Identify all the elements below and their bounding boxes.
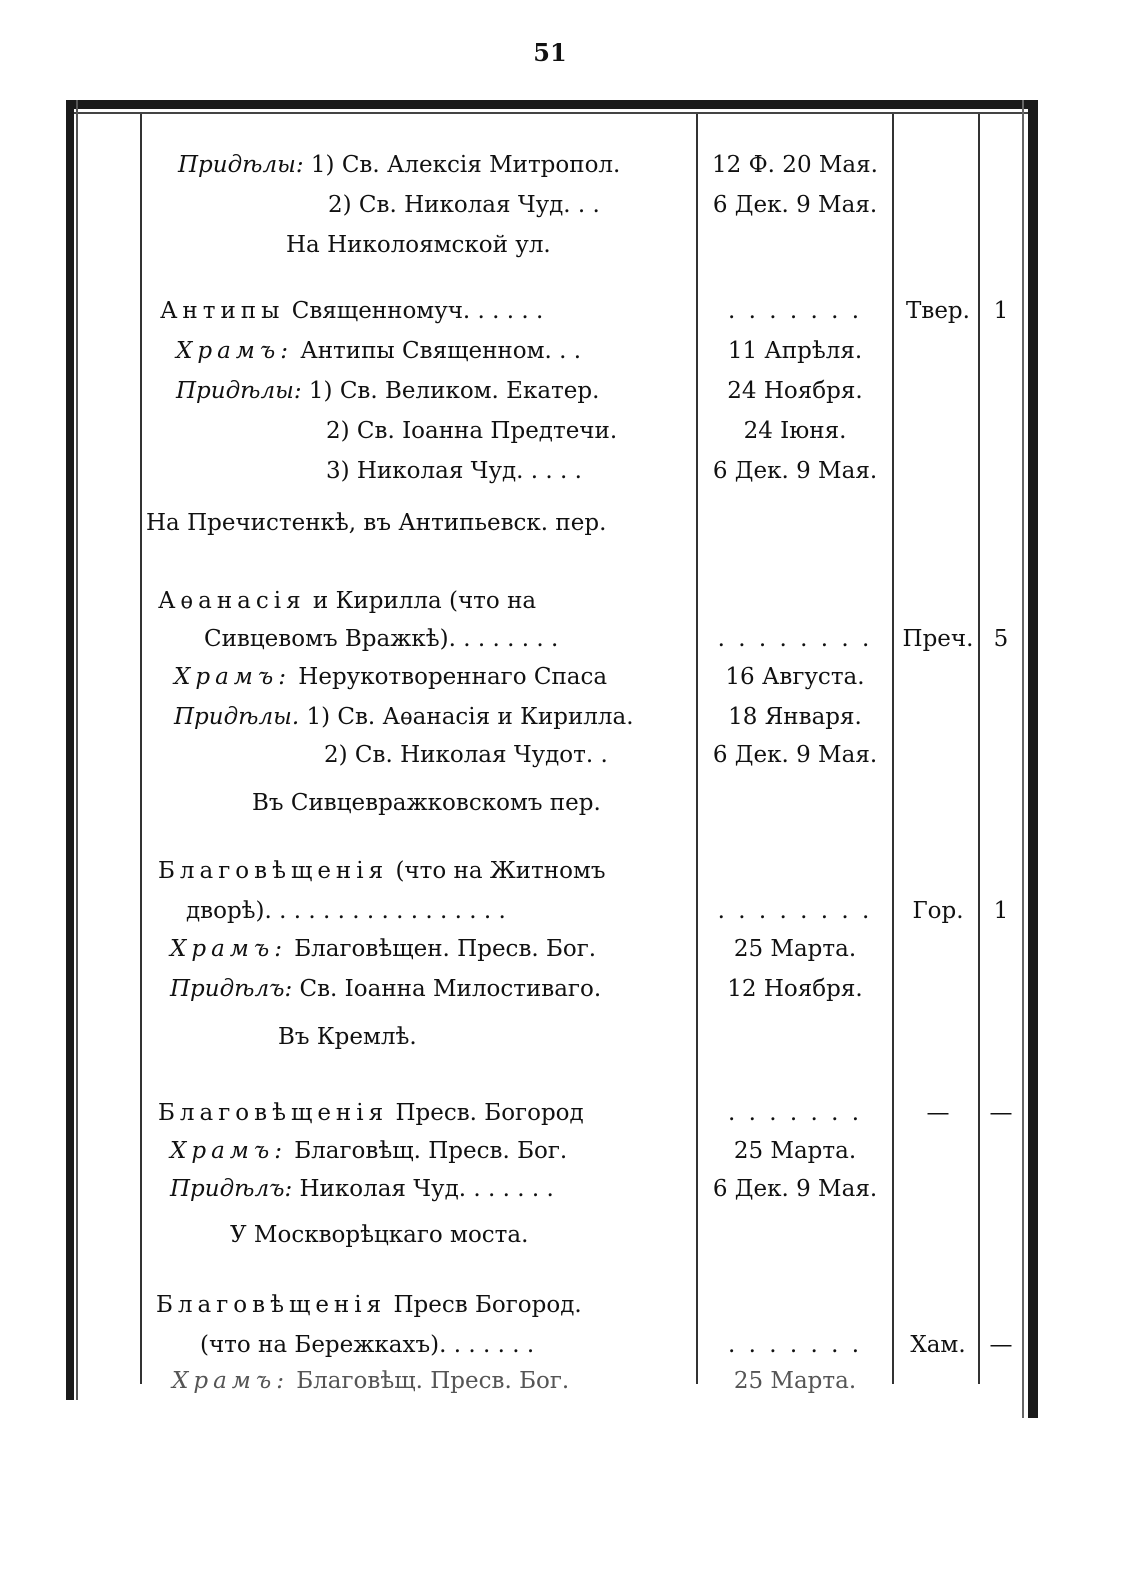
entry-body: и Кирилла (что на [305, 588, 537, 614]
entry-text [326, 452, 582, 490]
entry-text [156, 1286, 582, 1324]
entry-body: Благовѣщен. Пресв. Бог. [286, 936, 597, 962]
entry-body: 2) Св. Николая Чуд. . . [328, 192, 600, 218]
entry-text [170, 930, 596, 968]
feast-date: 12 Ноября. [727, 976, 863, 1002]
district: Преч. [902, 626, 974, 652]
feast-date: 6 Дек. 9 Мая. [712, 458, 878, 484]
entry-text [186, 892, 506, 930]
entry-label: Храмъ: [170, 1138, 287, 1164]
entry-text [160, 292, 543, 330]
entry-text [200, 1326, 534, 1364]
entry-text [158, 582, 536, 620]
entry-text [174, 698, 634, 736]
feast-date: 6 Дек. 9 Мая. [712, 192, 878, 218]
entry-body: Сивцевомъ Вражкѣ). . . . . . . . [204, 626, 559, 652]
church-name: Благовѣщенія [158, 1100, 389, 1126]
entry-text [170, 970, 601, 1008]
entry-body: 3) Николая Чуд. . . . . [326, 458, 582, 484]
entry-body: Пресв. Богород [388, 1100, 584, 1126]
right-rule [1028, 100, 1038, 1418]
entry-label: Придѣлы: [176, 378, 302, 404]
left-rule [66, 100, 74, 1400]
church-count: 5 [993, 626, 1009, 652]
district: Твер. [906, 298, 970, 324]
entry-body: Пресв Богород. [386, 1292, 582, 1318]
entry-body: (что на Бережкахъ). . . . . . . [200, 1332, 535, 1358]
feast-date: . . . . . . . . [717, 898, 873, 924]
feast-date: 24 Іюня. [743, 418, 847, 444]
church-count: 1 [993, 298, 1009, 324]
feast-date: 24 Ноября. [727, 378, 863, 404]
column-divider-left [140, 114, 142, 1384]
church-name: Аѳанасія [158, 588, 306, 614]
location-text: У Москворѣцкаго моста. [230, 1222, 529, 1248]
entry-body: Благовѣщ. Пресв. Бог. [288, 1368, 570, 1394]
church-name: Благовѣщенія [156, 1292, 387, 1318]
entry-body: дворѣ). . . . . . . . . . . . . . . . . [186, 898, 506, 924]
entry-text [170, 1170, 554, 1208]
entry-text [326, 412, 617, 450]
feast-date: 6 Дек. 9 Мая. [712, 1176, 878, 1202]
feast-date: 25 Марта. [733, 1138, 857, 1164]
entry-label: Придѣлъ: [170, 1176, 293, 1202]
entry-body: 1) Св. Алексія Митропол. [303, 152, 621, 178]
entry-body: Николая Чуд. . . . . . . [292, 1176, 554, 1202]
entry-text [176, 372, 599, 410]
entry-text [174, 658, 607, 696]
page-number: 51 [533, 38, 567, 67]
entry-label: Придѣлъ: [170, 976, 293, 1002]
feast-date: . . . . . . . [727, 1100, 863, 1126]
church-count: — [989, 1100, 1013, 1126]
district: Гор. [912, 898, 964, 924]
entry-label: Храмъ: [170, 936, 287, 962]
district: Хам. [910, 1332, 966, 1358]
left-rule-thin [76, 100, 78, 1400]
column-divider-number [978, 114, 980, 1384]
entry-body: 2) Св. Іоанна Предтечи. [326, 418, 618, 444]
church-count: — [989, 1332, 1013, 1358]
column-divider-district [892, 114, 894, 1384]
entry-text [170, 1132, 567, 1170]
feast-date: 11 Апрѣля. [727, 338, 863, 364]
feast-date: 16 Августа. [725, 664, 865, 690]
entry-text [328, 186, 600, 224]
feast-date: 25 Марта. [733, 1368, 857, 1394]
entry-body: (что на Житномъ [388, 858, 606, 884]
entry-label: Придѣлы. [174, 704, 300, 730]
feast-date: . . . . . . . . [717, 626, 873, 652]
entry-body: Благовѣщ. Пресв. Бог. [286, 1138, 568, 1164]
entry-text [176, 332, 581, 370]
entry-label: Храмъ: [176, 338, 293, 364]
entry-text [178, 146, 620, 184]
district: — [926, 1100, 950, 1126]
entry-text [324, 736, 608, 774]
table-frame [66, 100, 1038, 1418]
entry-text [204, 620, 558, 658]
entry-label: Храмъ: [172, 1368, 289, 1394]
feast-date: . . . . . . . [727, 298, 863, 324]
top-rule [66, 100, 1038, 109]
location-text: Въ Сивцевражковскомъ пер. [252, 790, 601, 816]
entry-label: Придѣлы: [178, 152, 304, 178]
location-text: На Николоямской ул. [286, 232, 551, 258]
entry-label: Храмъ: [174, 664, 291, 690]
entry-body: 1) Св. Великом. Екатер. [301, 378, 600, 404]
feast-date: 18 Января. [728, 704, 862, 730]
entry-body: Св. Іоанна Милостиваго. [292, 976, 602, 1002]
column-divider-dates [696, 114, 698, 1384]
feast-date: 6 Дек. 9 Мая. [712, 742, 878, 768]
church-count: 1 [993, 898, 1009, 924]
feast-date: 12 Ф. 20 Мая. [712, 152, 878, 178]
entry-body: 1) Св. Аѳанасія и Кирилла. [299, 704, 634, 730]
church-name: Благовѣщенія [158, 858, 389, 884]
entry-text [158, 852, 605, 890]
feast-date: 25 Марта. [733, 936, 857, 962]
entry-body: 2) Св. Николая Чудот. . [324, 742, 608, 768]
entry-body: Антипы Священном. . . [292, 338, 582, 364]
entry-body: Священномуч. . . . . . [284, 298, 544, 324]
location-text: Въ Кремлѣ. [278, 1024, 417, 1050]
entry-body: Нерукотвореннаго Спаса [290, 664, 608, 690]
entry-text [172, 1362, 569, 1400]
right-rule-thin [1022, 100, 1024, 1418]
location-text: На Пречистенкѣ, въ Антипьевск. пер. [146, 510, 607, 536]
church-name: Антипы [160, 298, 285, 324]
entry-text [158, 1094, 584, 1132]
feast-date: . . . . . . . [727, 1332, 863, 1358]
